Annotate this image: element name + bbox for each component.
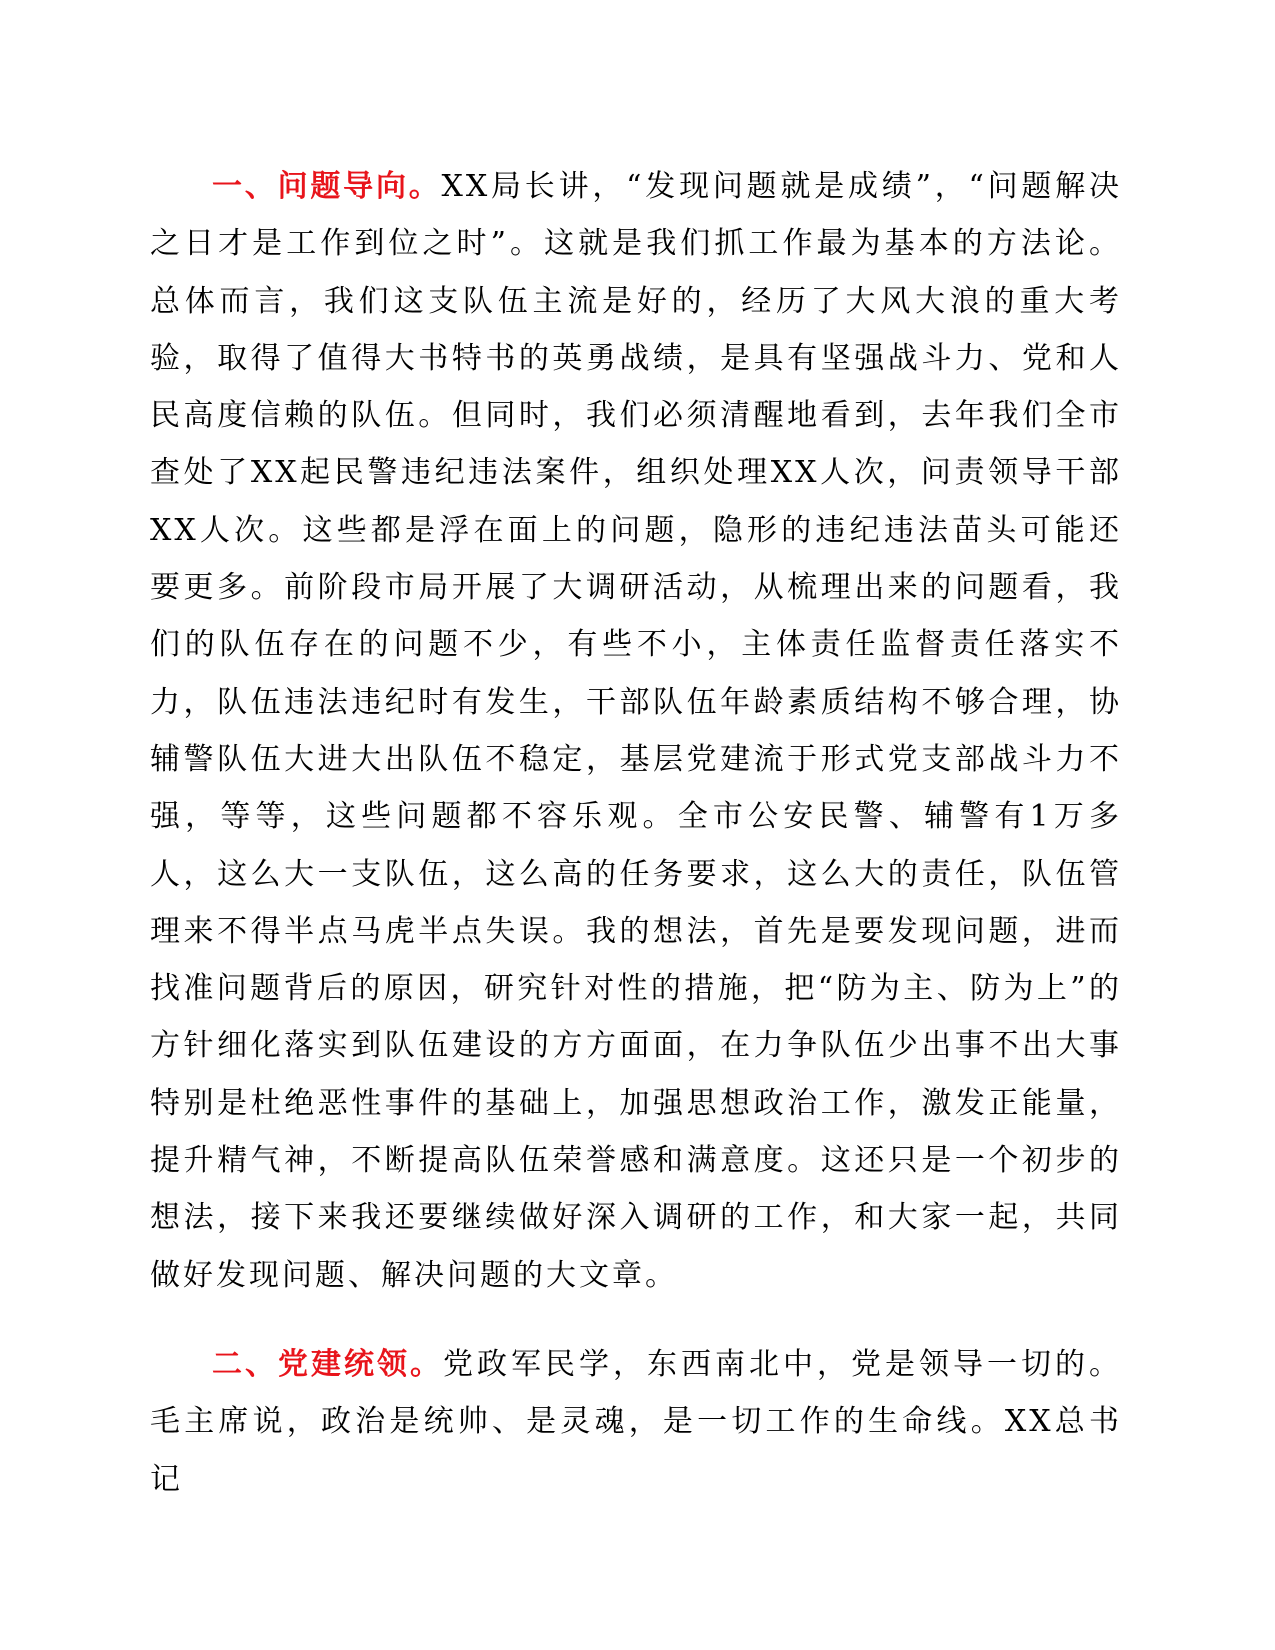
paragraph-problem-orientation [150, 158, 1122, 1304]
paragraph-party-building [150, 1336, 1122, 1508]
paragraph-body-2: 党政军民学，东西南北中，党是领导一切的。毛主席说，政治是统帅、是灵魂，是一切工作的生命线。XX总书记 [150, 1347, 1122, 1497]
section-heading-1: 一、问题导向。 [212, 169, 442, 204]
section-heading-2: 二、党建统领。 [212, 1347, 443, 1382]
paragraph-body-1: XX局长讲，“发现问题就是成绩”，“问题解决之日才是工作到位之时”。这就是我们抓工作最为基本的方法论。总体而言，我们这支队伍主流是好的，经历了大风大浪的重大考验，取得了值得大书特书的英勇战绩，是具有坚强战斗力、党和人民高度信赖的队伍。但同时，我们必须清醒地看到，去年我们全市查处了XX起民警违纪违法案件，组织处理XX人次，问责领导干部XX人次。这些都是浮在面上的问题，隐形的违纪违法苗头可能还要更多。前阶段市局开展了大调研活动，从梳理出来的问题看，我们的队伍存在的问题不少，有些不小，主体责任监督责任落实不力，队伍违法违纪时有发生，干部队伍年龄素质结构不够合理，协辅警队伍大进大出队伍不稳定，基层党建流于形式党支部战斗力不强，等等，这些问题都不容乐观。全市公安民警、辅警有1万多人，这么大一支队伍，这么高的任务要求，这么大的责任，队伍管理来不得半点马虎半点失误。我的想法，首先是要发现问题，进而找准问题背后的原因，研究针对性的措施，把“防为主、防为上”的方针细化落实到队伍建设的方方面面，在力争队伍少出事不出大事特别是杜绝恶性事件的基础上，加强思想政治工作，激发正能量，提升精气神，不断提高队伍荣誉感和满意度。这还只是一个初步的想法，接下来我还要继续做好深入调研的工作，和大家一起，共同做好发现问题、解决问题的大文章。 [150, 169, 1122, 1293]
